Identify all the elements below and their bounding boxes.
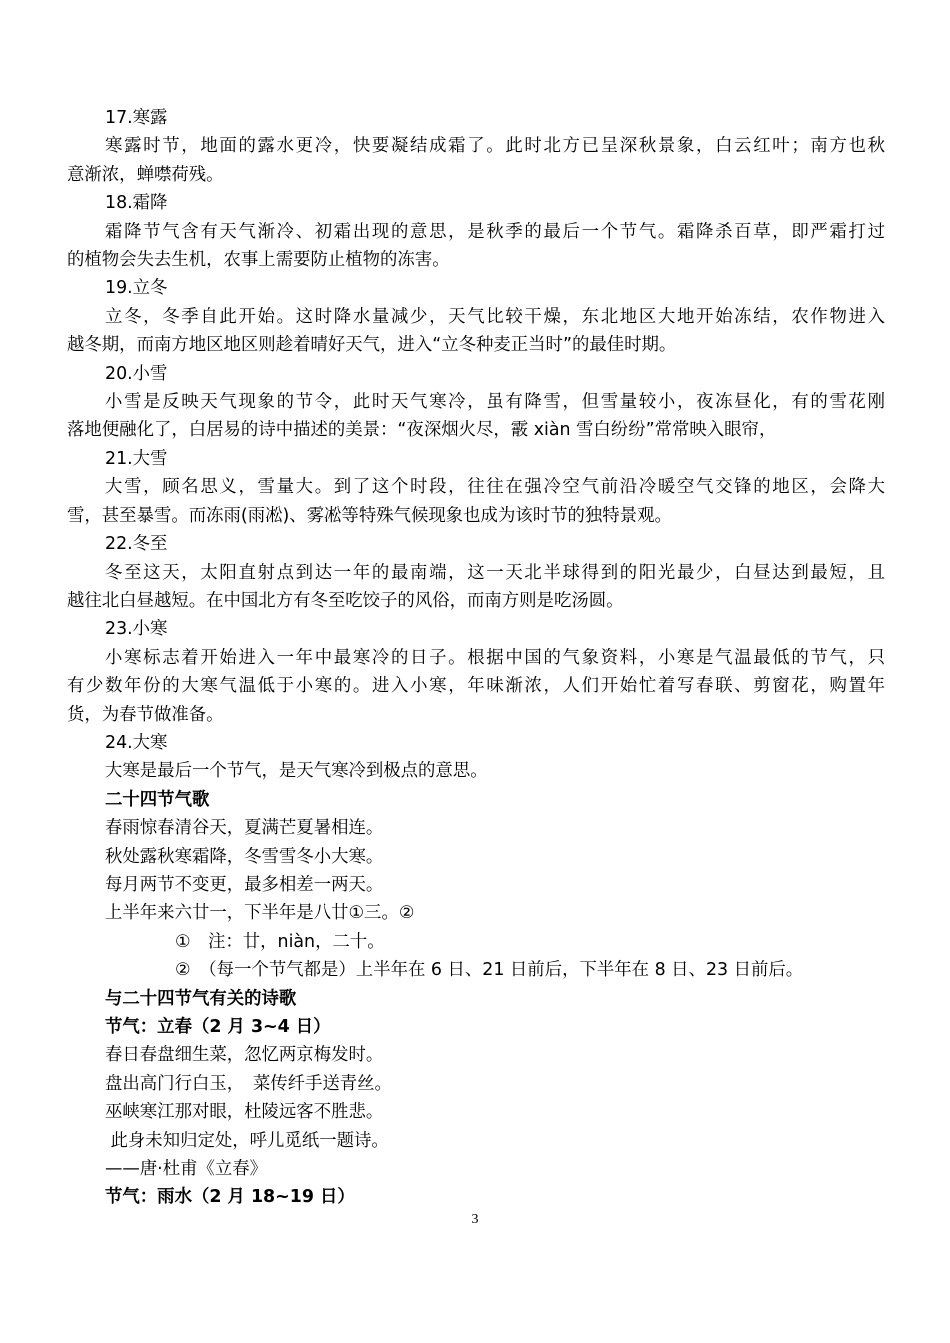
poem-line: 春日春盘细生菜，忽忆两京梅发时。 — [105, 1045, 384, 1066]
term-heading: 24.大寒 — [105, 732, 168, 753]
term-heading: 18.霜降 — [105, 193, 168, 214]
poem-solar-term-heading: 节气：立春（2 月 3~4 日） — [105, 1017, 331, 1037]
term-text-line: 立冬，冬季自此开始。这时降水量减少，天气比较干燥，东北地区大地开始冻结，农作物进入 — [105, 306, 885, 327]
song-title: 二十四节气歌 — [105, 789, 210, 810]
poem-author: ——唐·杜甫《立春》 — [105, 1159, 268, 1180]
song-line: 秋处露秋寒霜降，冬雪雪冬小大寒。 — [105, 846, 384, 867]
term-text-line: 雪，甚至暴雪。而冻雨(雨凇)、雾凇等特殊气候现象也成为该时节的独特景观。 — [67, 505, 672, 526]
term-text-line: 意渐浓，蝉噤荷残。 — [67, 164, 224, 185]
poem-line: 盘出高门行白玉， 菜传纤手送青丝。 — [105, 1073, 392, 1094]
term-text-line: 冬至这天，太阳直射点到达一年的最南端，这一天北半球得到的阳光最少，白昼达到最短，且 — [105, 562, 885, 583]
term-heading: 23.小寒 — [105, 619, 168, 640]
poems-title: 与二十四节气有关的诗歌 — [105, 988, 297, 1009]
page-number: 3 — [471, 1212, 479, 1227]
term-heading: 22.冬至 — [105, 534, 168, 555]
song-line: 春雨惊春清谷天，夏满芒夏暑相连。 — [105, 818, 384, 839]
term-text-line: 霜降节气含有天气渐冷、初霜出现的意思，是秋季的最后一个节气。霜降杀百草，即严霜打过 — [105, 221, 885, 242]
song-line: 上半年来六廿一，下半年是八廿①三。② — [105, 903, 415, 924]
term-text-line: 越冬期，而南方地区地区则趁着晴好天气，进入“立冬种麦正当时”的最佳时期。 — [67, 335, 677, 356]
song-line: 每月两节不变更，最多相差一两天。 — [105, 874, 384, 895]
song-note: ① 注：廿，niàn，二十。 — [175, 931, 385, 952]
term-text-line: 大寒是最后一个节气，是天气寒冷到极点的意思。 — [105, 761, 488, 782]
term-heading: 19.立冬 — [105, 278, 168, 299]
song-note: ② （每一个节气都是）上半年在 6 日、21 日前后，下半年在 8 日、23 日前后。 — [175, 960, 804, 981]
poem-solar-term-heading: 节气：雨水（2 月 18~19 日） — [105, 1187, 355, 1208]
poem-line: 此身未知归定处，呼儿觅纸一题诗。 — [105, 1130, 389, 1151]
poem-line: 巫峡寒江那对眼，杜陵远客不胜悲。 — [105, 1102, 384, 1123]
term-text-line: 小雪是反映天气现象的节令，此时天气寒冷，虽有降雪，但雪量较小，夜冻昼化，有的雪花刚 — [105, 392, 885, 413]
term-heading: 17.寒露 — [105, 108, 168, 128]
term-text-line: 货，为春节做准备。 — [67, 704, 224, 725]
term-text-line: 落地便融化了，白居易的诗中描述的美景：“夜深烟火尽，霰 xiàn 雪白纷纷”常常映入眼帘， — [67, 420, 777, 441]
term-text-line: 有少数年份的大寒气温低于小寒的。进入小寒，年味渐浓，人们开始忙着写春联、剪窗花，购置年 — [67, 676, 885, 697]
term-text-line: 越往北白昼越短。在中国北方有冬至吃饺子的风俗，而南方则是吃汤圆。 — [67, 590, 624, 611]
term-heading: 21.大雪 — [105, 448, 168, 469]
term-text-line: 的植物会失去生机，农事上需要防止植物的冻害。 — [67, 250, 450, 271]
term-text-line: 大雪，顾名思义，雪量大。到了这个时段，往往在强冷空气前沿冷暖空气交锋的地区，会降大 — [105, 477, 885, 498]
term-heading: 20.小雪 — [105, 363, 168, 384]
term-text-line: 小寒标志着开始进入一年中最寒冷的日子。根据中国的气象资料，小寒是气温最低的节气，只 — [105, 647, 885, 668]
term-text-line: 寒露时节，地面的露水更冷，快要凝结成霜了。此时北方已呈深秋景象，白云红叶；南方也秋 — [105, 136, 885, 157]
document-page — [67, 104, 885, 1212]
